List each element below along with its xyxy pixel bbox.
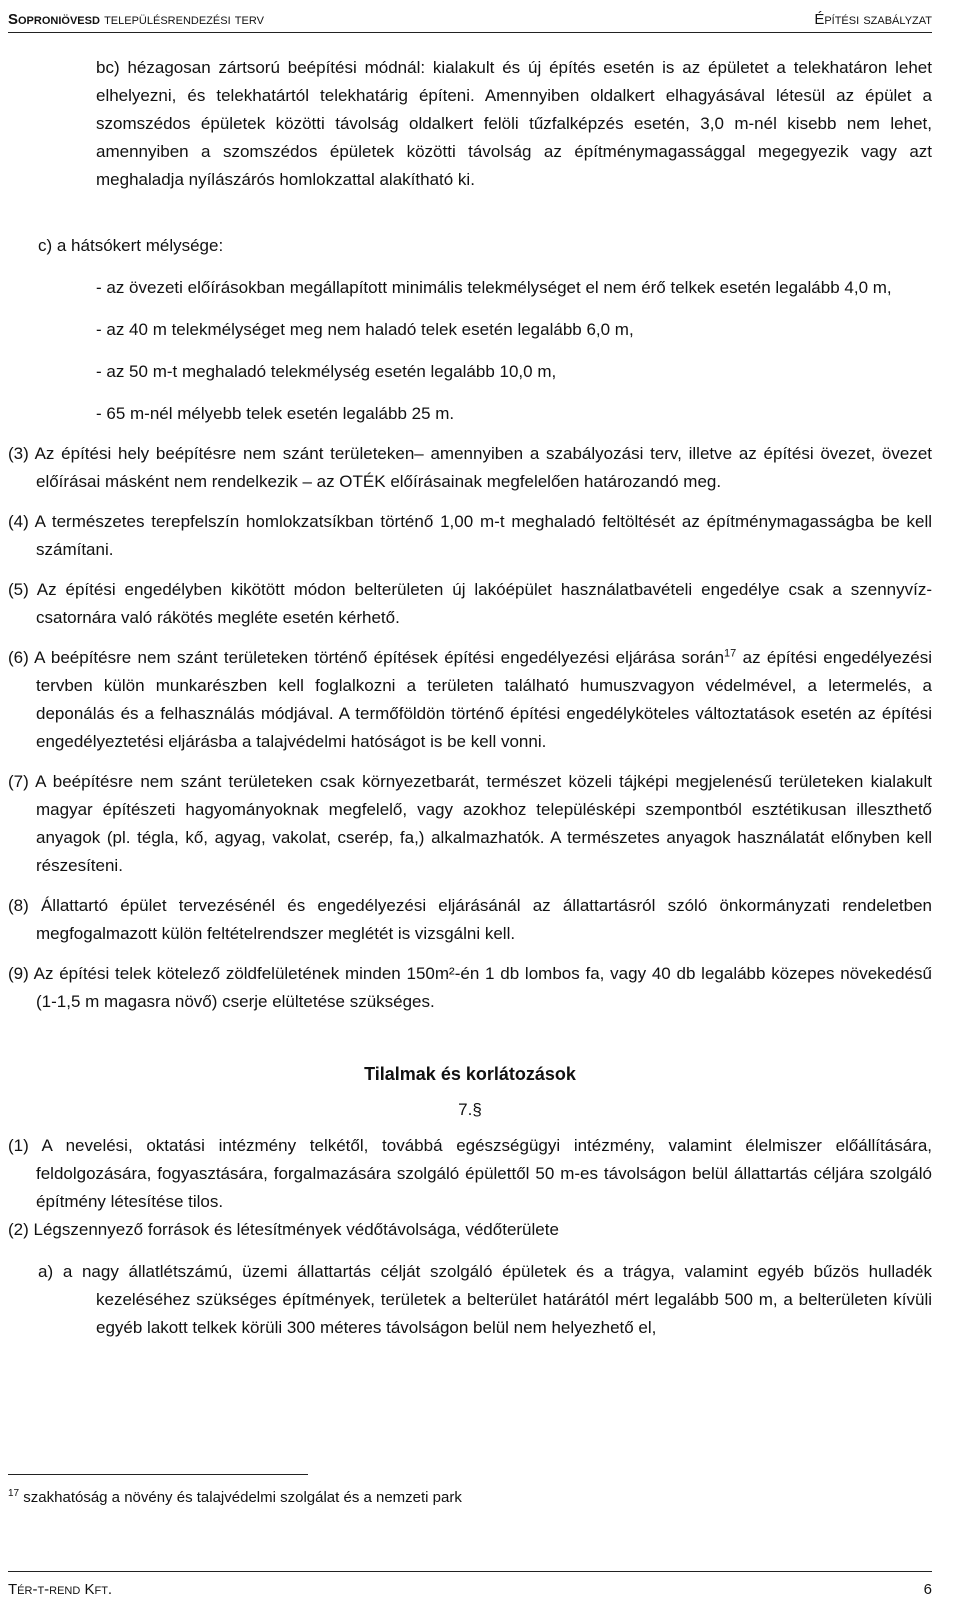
paragraph-8: (8) Állattartó épület tervezésénél és engedélyezési eljárásánál az állattartásról szóló önkormányzati rendeletben megfogalmazott külön feltételrendszer meglétét is vizsgálni kell. — [8, 896, 932, 943]
list-item: - az övezeti előírásokban megállapított minimális telekmélységet el nem érő telkek esetén legalább 4,0 m, — [96, 278, 892, 297]
header-section-title: Építési szabályzat — [814, 11, 932, 28]
page-number: 6 — [923, 1581, 932, 1598]
footnote-divider — [8, 1474, 308, 1475]
footnote-text: szakhatóság a növény és talajvédelmi szolgálat és a nemzeti park — [19, 1489, 462, 1506]
paragraph-6-text-a: (6) A beépítésre nem szánt területeken történő építések építési engedélyezési eljárása során — [8, 648, 725, 667]
paragraph-5: (5) Az építési engedélyben kikötött módon belterületen új lakóépület használatbavételi engedélye csak a szennyvíz-csatornára való rákötés megléte esetén kérhető. — [8, 580, 932, 627]
header-title-bold: Soproniövesd — [8, 11, 100, 28]
paragraph-7: (7) A beépítésre nem szánt területeken csak környezetbarát, természet közeli tájképi megjelenésű területeken kialakult magyar építészeti hagyományoknak megfelelő, vagy azokhoz településképi szempontból esztétikusan illeszthető anyagok (pl. tégla, kő, agyag, vakolat, cserép, fa,) alkalmazhatók. A természetes anyagok használatát előnyben kell részesíteni. — [8, 772, 932, 875]
section-paragraph-2a: a) a nagy állatlétszámú, üzemi állattartás célját szolgáló épületek és a trágya, valamint egyéb bűzös hulladék kezeléséhez szükséges építmények, területek a belterület határától mért legalább 500 m, a belterületen kívüli egyéb lakott telkek körüli 300 méteres távolságon belül nem helyezhető el, — [38, 1262, 932, 1337]
paragraph-4: (4) A természetes terepfelszín homlokzatsíkban történő 1,00 m-t meghaladó feltöltését az építménymagasságba be kell számítani. — [8, 512, 932, 559]
paragraph-6 — [8, 644, 932, 756]
list-item: - az 50 m-t meghaladó telekmélység esetén legalább 10,0 m, — [96, 362, 557, 381]
footnote-number: 17 — [8, 1488, 20, 1499]
section-number: 7.§ — [458, 1100, 482, 1119]
footnote — [8, 1488, 462, 1508]
paragraph-9: (9) Az építési telek kötelező zöldfelületének minden 150m²-én 1 db lombos fa, vagy 40 db legalább közepes növekedésű (1-1,5 m magasra növő) cserje elültetése szükséges. — [8, 964, 932, 1011]
header-title-rest: településrendezési terv — [99, 11, 264, 28]
list-item: - az 40 m telekmélységet meg nem haladó telek esetén legalább 6,0 m, — [96, 320, 634, 339]
header-document-title — [8, 6, 264, 34]
paragraph-c-title: c) a hátsókert mélysége: — [38, 236, 224, 255]
page-header — [8, 4, 932, 33]
footnote-reference: 17 — [724, 647, 737, 660]
list-item: - 65 m-nél mélyebb telek esetén legalább 25 m. — [96, 404, 455, 423]
section-paragraph-1: (1) A nevelési, oktatási intézmény telkétől, továbbá egészségügyi intézmény, valamint élelmiszer előállítására, feldolgozására, fogyasztására, forgalmazására szolgáló épülettől 50 m-es távolságon belül állattartás céljára szolgáló építmény létesítése tilos. — [8, 1136, 932, 1211]
paragraph-3: (3) Az építési hely beépítésre nem szánt területeken– amennyiben a szabályozási terv, illetve az építési övezet, övezet előírásai másként nem rendelkezik – az OTÉK előírásainak megfelelően határozandó meg. — [8, 444, 932, 491]
footer-company: Tér-t-rend Kft. — [8, 1581, 113, 1598]
section-paragraph-2: (2) Légszennyező források és létesítmények védőtávolsága, védőterülete — [8, 1220, 559, 1239]
paragraph-bc: bc) hézagosan zártsorú beépítési módnál: kialakult és új építés esetén is az épületet a telekhatáron lehet elhelyezni, és telekhatártól telekhatárig építeni. Amennyiben oldalkert elhagyásával létesül az épület a szomszédos épületek közötti távolság oldalkert felöli tűzfalképzés esetén, 3,0 m-nél kisebb nem lehet, amennyiben a szomszédos épületek közötti távolság az építménymagassággal megegyezik vagy azt meghaladja nyílászárós homlokzattal alakítható ki. — [96, 58, 932, 189]
section-heading: Tilalmak és korlátozások — [364, 1064, 576, 1084]
paragraph-6-text-b: az építési engedélyezési tervben külön munkarészben kell foglalkozni a területen található humuszvagyon védelmével, a letermelés, a deponálás és a felhasználás módjával. A termőföldön történő építési engedélyköteles változtatások esetén az építési engedélyeztetési eljárásba a talajvédelmi hatóságot is be kell vonni. — [36, 648, 932, 751]
page-footer — [8, 1571, 932, 1598]
document-body — [8, 54, 932, 1342]
